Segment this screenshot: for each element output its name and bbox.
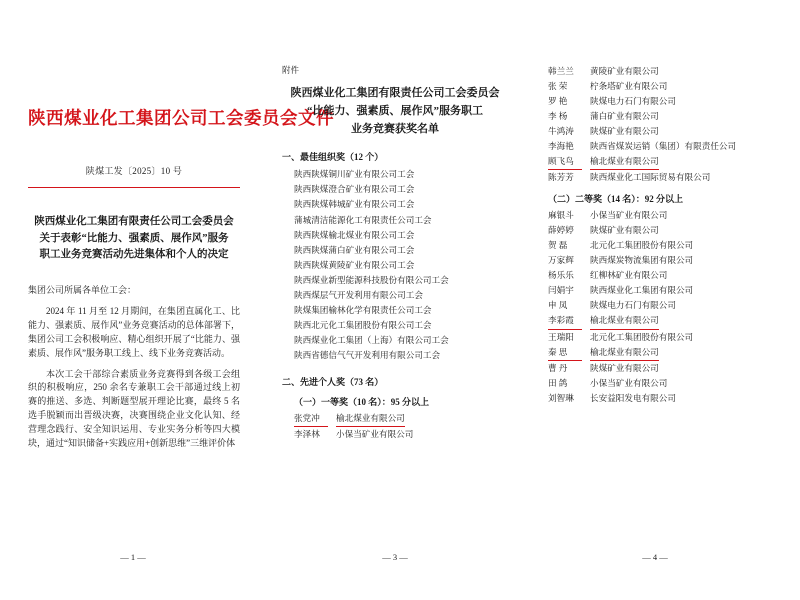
- table-row: [282, 411, 508, 427]
- award-unit: 陕西陕煤韩城矿业有限公司工会: [294, 199, 415, 210]
- award-unit: 陕西陕煤榆北煤业有限公司工会: [294, 229, 415, 240]
- award-unit: 陕煤矿业有限公司: [590, 225, 659, 236]
- list-item: [282, 288, 508, 303]
- page-title-line-3: 职工业务竞赛活动先进集体和个人的决定: [39, 249, 229, 261]
- award-unit: 陕西陕煤黄陵矿业有限公司工会: [294, 259, 415, 270]
- table-row: [546, 223, 770, 238]
- award-unit: 柠条塔矿业有限公司: [590, 81, 668, 92]
- award-winner-name: 陈芳芳: [548, 172, 574, 183]
- award-winner-name: 申 凤: [548, 300, 568, 311]
- list-item: [282, 258, 508, 273]
- award-unit: 陕西省煤炭运销（集团）有限责任公司: [590, 141, 737, 152]
- table-row: [546, 64, 770, 79]
- table-row: [546, 313, 770, 329]
- table-row: [546, 94, 770, 109]
- award-winner-name: 刘智琳: [548, 392, 574, 403]
- award-winner-name: 李彩霞: [548, 313, 582, 329]
- award-unit: 榆北煤业有限公司: [590, 154, 659, 170]
- award-unit: 蒲城清洁能源化工有限责任公司工会: [294, 214, 432, 225]
- award-unit: 北元化工集团股份有限公司: [590, 331, 694, 342]
- award-unit: 陕西陕煤铜川矿业有限公司工会: [294, 169, 415, 180]
- award-winner-name: 李海艳: [548, 141, 574, 152]
- list-item: [282, 182, 508, 197]
- award-unit: 陕西煤业化工集团有限公司: [590, 285, 694, 296]
- award-winner-name: 薛婷婷: [548, 225, 574, 236]
- award-unit: 陕西煤层气开发利用有限公司工会: [294, 289, 423, 300]
- award-winner-name: 韩兰兰: [548, 66, 574, 76]
- table-row: [546, 79, 770, 94]
- award-unit: 红柳林矿业有限公司: [590, 270, 668, 281]
- section-heading-best-organization: 一、最佳组织奖（12 个）: [282, 152, 384, 163]
- award-unit: 陕西煤炭物流集团有限公司: [590, 255, 694, 266]
- award-unit: 陕西陕煤澄合矿业有限公司工会: [294, 184, 415, 195]
- attachment-heading-line-1: 陕西煤业化工集团有限责任公司工会委员会: [290, 87, 500, 99]
- award-winner-name: 万家辉: [548, 255, 574, 266]
- award-winner-name: 麻银斗: [548, 210, 574, 221]
- award-winner-name: 秦 思: [548, 345, 582, 361]
- page-title: [28, 214, 240, 264]
- award-winner-name: 李泽林: [294, 428, 320, 439]
- document-number: 陕煤工发〔2025〕10 号: [85, 165, 183, 176]
- list-item: [282, 243, 508, 258]
- award-winner-name: 曹 丹: [548, 362, 568, 373]
- table-row: [546, 391, 770, 406]
- section-heading-advanced-individual: 二、先进个人奖（73 名）: [282, 376, 384, 387]
- award-unit: 陕西北元化工集团股份有限公司工会: [294, 319, 432, 330]
- page-number-4: — 4 —: [642, 552, 668, 562]
- body-paragraph-1: 2024 年 11 月至 12 月期间，在集团直属化工、比能力、强素质、展作风”业务竞赛活动的总体部署下，集团公司工会积极响应、精心组织开展了“比能力、强素质、展作风”服务职工线上、线下业务竞赛活动。: [28, 305, 240, 358]
- award-unit: 榆北煤业有限公司: [590, 313, 659, 329]
- award-winner-name: 杨乐乐: [548, 270, 574, 281]
- list-item: [282, 273, 508, 288]
- subsection-heading-first-prize: （一）一等奖（10 名）：95 分以上: [294, 396, 430, 407]
- table-row: [546, 154, 770, 170]
- award-unit: 陕西煤业化工集团（上海）有限公司工会: [294, 334, 449, 345]
- award-unit: 陕西陕煤蒲白矿业有限公司工会: [294, 244, 415, 255]
- table-row: [546, 330, 770, 345]
- list-item: [282, 213, 508, 228]
- document-page-3: [266, 0, 524, 600]
- award-unit: 小保当矿业有限公司: [590, 210, 668, 221]
- award-winner-name: 顾飞鸟: [548, 154, 582, 170]
- award-unit: 小保当矿业有限公司: [590, 377, 668, 388]
- list-item: [282, 197, 508, 212]
- page-title-line-1: 陕西煤业化工集团有限责任公司工会委员会: [34, 215, 234, 227]
- table-row: [546, 139, 770, 154]
- subsection-heading-second-prize: （二）二等奖（14 名）：92 分以上: [548, 194, 684, 205]
- page-title-line-2: 关于表彰“比能力、强素质、展作风”服务: [39, 232, 229, 244]
- award-unit: 榆北煤业有限公司: [336, 411, 405, 427]
- list-item: [282, 333, 508, 348]
- attachment-heading-line-2: “比能力、强素质、展作风”服务职工: [307, 105, 483, 118]
- award-unit: 黄陵矿业有限公司: [590, 66, 659, 76]
- award-unit: 长安益阳发电有限公司: [590, 392, 676, 403]
- page-number-1: — 1 —: [120, 552, 146, 562]
- page-number-3: — 3 —: [382, 552, 408, 562]
- award-unit: 陕西省德信气气开发利用有限公司工会: [294, 349, 441, 360]
- table-row: [546, 345, 770, 361]
- award-winner-name: 罗 艳: [548, 96, 568, 107]
- award-unit: 陕煤电力石门有限公司: [590, 300, 676, 311]
- table-row: [546, 208, 770, 223]
- addressee-line: 集团公司所属各单位工会：: [28, 285, 137, 296]
- award-unit: 小保当矿业有限公司: [336, 428, 414, 439]
- table-row: [546, 376, 770, 391]
- award-winner-name: 张党冲: [294, 411, 328, 427]
- list-item: [282, 303, 508, 318]
- body-paragraph-2: 本次工会干部综合素质业务竞赛得到各级工会组织的积极响应，250 余名专兼职工会干部通过线上初赛的推送、多选、判断题型展开理论比赛，最终 5 名选手脱颖而出晋级决赛，决赛围绕企业文化认知、经营理念践行、安全知识运用、专业实务分析等四大模块，通过“知识储备+实践应用+创新思维”三维评价体: [28, 368, 240, 449]
- award-winner-name: 王瑞阳: [548, 331, 574, 342]
- table-row: [546, 238, 770, 253]
- list-item: [282, 348, 508, 363]
- attachment-heading-line-3: 业务竞赛获奖名单: [351, 123, 439, 136]
- award-winner-name: 李 杨: [548, 111, 568, 122]
- award-unit: 北元化工集团股份有限公司: [590, 240, 694, 251]
- award-winner-name: 闫娟宇: [548, 285, 574, 296]
- table-row: [546, 170, 770, 185]
- award-winner-name: 田 鸽: [548, 377, 568, 388]
- attachment-label: 附件: [282, 65, 300, 75]
- award-winner-name: 张 荣: [548, 81, 568, 92]
- award-unit: 陕煤矿业有限公司: [590, 126, 659, 137]
- table-row: [546, 283, 770, 298]
- table-row: [546, 361, 770, 376]
- table-row: [546, 109, 770, 124]
- award-unit: 蒲白矿业有限公司: [590, 111, 659, 122]
- table-row: [546, 298, 770, 313]
- table-row: [546, 253, 770, 268]
- red-divider-rule: [28, 187, 240, 188]
- document-page-4: [524, 0, 786, 600]
- award-winner-name: 牛鸿涛: [548, 126, 574, 137]
- award-unit: 陕西煤业新型能源科技股份有限公司工会: [294, 274, 449, 285]
- award-unit: 陕西煤业化工国际贸易有限公司: [590, 172, 711, 183]
- award-unit: 榆北煤业有限公司: [590, 345, 659, 361]
- table-row: [282, 427, 508, 442]
- list-item: [282, 167, 508, 182]
- award-unit: 陕煤矿业有限公司: [590, 362, 659, 373]
- table-row: [546, 268, 770, 283]
- award-unit: 陕煤集团榆林化学有限责任公司工会: [294, 304, 432, 315]
- list-item: [282, 228, 508, 243]
- award-winner-name: 贺 磊: [548, 240, 568, 251]
- award-unit: 陕煤电力石门有限公司: [590, 96, 676, 107]
- list-item: [282, 318, 508, 333]
- organization-title: 陕西煤业化工集团公司工会委员会文件: [28, 108, 334, 128]
- table-row: [546, 124, 770, 139]
